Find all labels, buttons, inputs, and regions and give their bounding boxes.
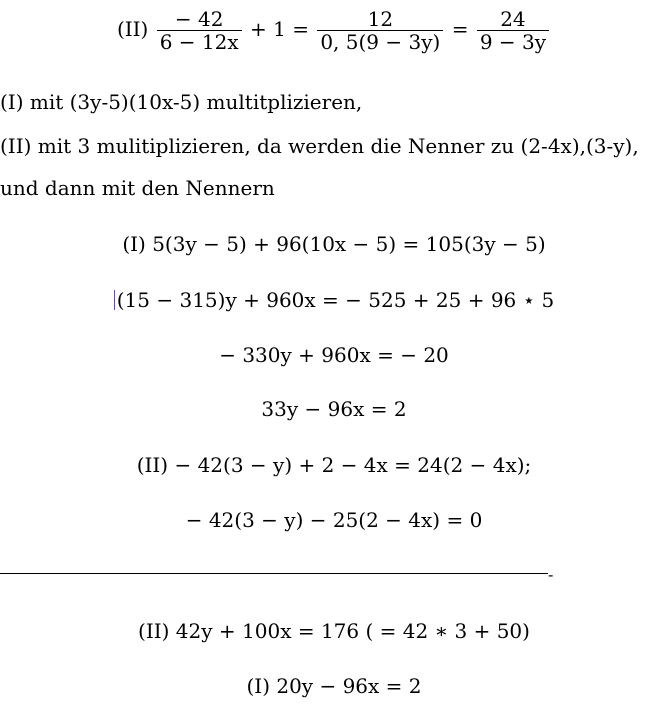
equation-top [0, 8, 668, 53]
equation-8: (I) 20y − 96x = 2 [246, 674, 422, 698]
text-line-2: (II) mit 3 mulitiplizieren, da werden die Nenner zu (2-4x),(3-y), [0, 134, 639, 158]
equation-5: (II) − 42(3 − y) + 2 − 4x = 24(2 − 4x); [136, 453, 532, 477]
fraction-1 [157, 8, 242, 53]
text-line-3: und dann mit den Nennern [0, 176, 275, 200]
fraction-3-numerator: 24 [500, 7, 526, 31]
fraction-1-numerator: − 42 [174, 7, 224, 31]
eq-equals: = [451, 17, 469, 41]
horizontal-rule [0, 573, 548, 574]
text-cursor [114, 290, 115, 310]
fraction-1-denominator: 6 − 12x [157, 30, 242, 53]
equation-1: (I) 5(3y − 5) + 96(10x − 5) = 105(3y − 5) [122, 232, 546, 256]
equation-6: − 42(3 − y) − 25(2 − 4x) = 0 [185, 508, 483, 532]
fraction-2-denominator: 0, 5(9 − 3y) [317, 30, 443, 53]
equation-3: − 330y + 960x = − 20 [219, 343, 449, 367]
equation-2: (15 − 315)y + 960x = − 525 + 25 + 96 ⋆ 5 [116, 288, 555, 312]
equation-7: (II) 42y + 100x = 176 ( = 42 ∗ 3 + 50) [138, 619, 530, 643]
eq-label: (II) [116, 17, 149, 41]
fraction-3-denominator: 9 − 3y [477, 30, 549, 53]
equation-4: 33y − 96x = 2 [261, 397, 407, 421]
fraction-3 [477, 8, 549, 53]
rule-dash: - [548, 565, 554, 584]
text-line-1: (I) mit (3y-5)(10x-5) multitplizieren, [0, 90, 363, 114]
equation-2-wrapper[interactable] [0, 288, 668, 312]
fraction-2 [317, 8, 443, 53]
eq-mid: + 1 = [250, 17, 309, 41]
fraction-2-numerator: 12 [367, 7, 394, 31]
